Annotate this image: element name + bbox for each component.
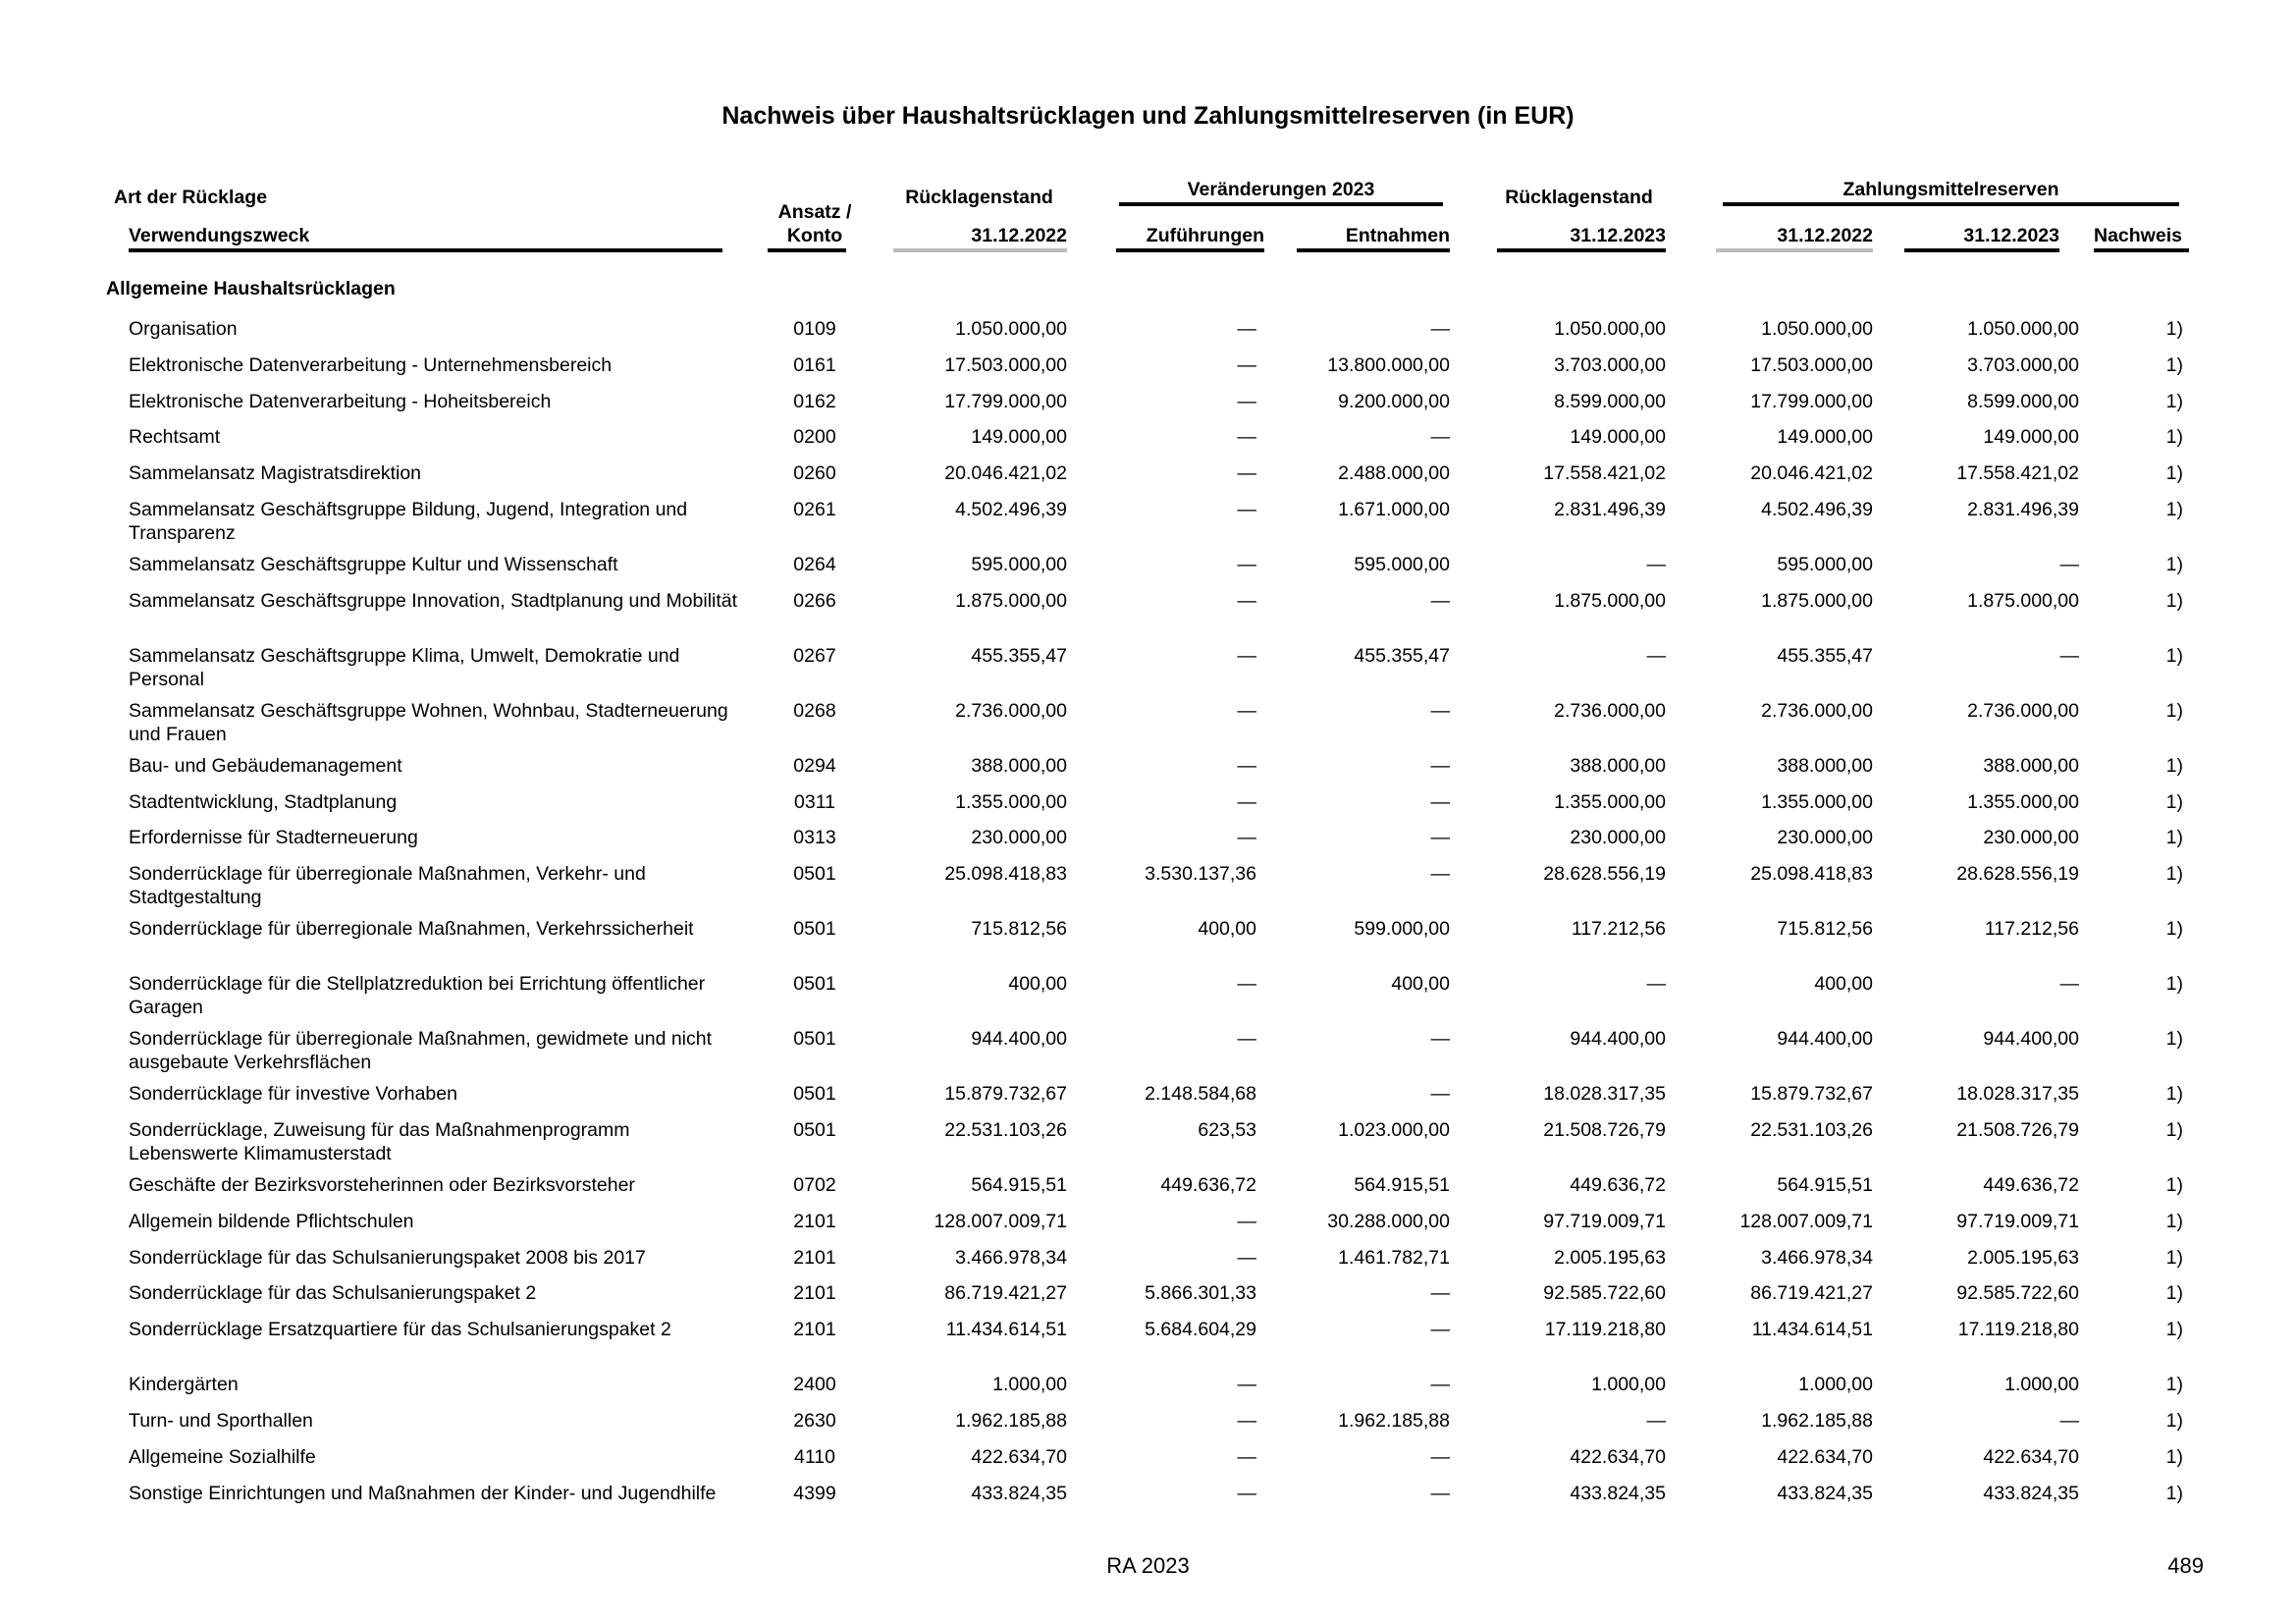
row-konto: 0161 <box>793 353 836 376</box>
row-zufuehrungen: — <box>1237 390 1256 412</box>
row-zahlungsmittel-2022: 11.434.614,51 <box>1751 1319 1873 1341</box>
row-entnahmen: 30.288.000,00 <box>1327 1210 1450 1232</box>
footer-doc: RA 2023 <box>1106 1553 1190 1578</box>
row-zahlungsmittel-2023: — <box>2059 973 2079 996</box>
row-konto: 4399 <box>793 1482 836 1504</box>
row-zufuehrungen: — <box>1237 318 1256 340</box>
row-zufuehrungen: — <box>1237 699 1256 722</box>
row-ruecklagenstand-2022: 86.719.421,27 <box>944 1282 1067 1305</box>
row-ruecklagenstand-2022: 230.000,00 <box>971 827 1067 849</box>
row-ruecklagenstand-2022: 1.875.000,00 <box>955 589 1067 612</box>
row-zahlungsmittel-2022: 1.000,00 <box>1798 1374 1873 1396</box>
row-zahlungsmittel-2022: 715.812,56 <box>1777 918 1873 941</box>
header-veraenderungen: Veränderungen 2023 <box>1187 179 1375 200</box>
row-nachweis: 1) <box>2165 754 2183 777</box>
header-nachweis: Nachweis <box>2094 225 2182 246</box>
header-ruecklagenstand-2022: Rücklagenstand <box>905 187 1053 208</box>
row-ruecklagenstand-2022: 2.736.000,00 <box>955 699 1067 722</box>
row-verwendungszweck: Geschäfte der Bezirksvorsteherinnen oder Bezirksvorsteher <box>129 1174 635 1196</box>
row-ruecklagenstand-2023: — <box>1646 1410 1666 1432</box>
row-nachweis: 1) <box>2165 699 2183 722</box>
row-verwendungszweck: Elektronische Datenverarbeitung - Hoheitsbereich <box>129 390 552 412</box>
row-zufuehrungen: — <box>1237 589 1256 612</box>
row-konto: 0702 <box>793 1174 836 1196</box>
row-zufuehrungen: 3.530.137,36 <box>1145 863 1256 886</box>
row-ruecklagenstand-2023: 1.875.000,00 <box>1554 589 1666 612</box>
row-nachweis: 1) <box>2165 973 2183 996</box>
row-zahlungsmittel-2022: 455.355,47 <box>1777 644 1873 667</box>
row-zahlungsmittel-2022: 433.824,35 <box>1777 1482 1873 1504</box>
row-entnahmen: 13.800.000,00 <box>1327 353 1450 376</box>
row-konto: 2101 <box>793 1319 836 1341</box>
row-nachweis: 1) <box>2165 1083 2183 1106</box>
row-zufuehrungen: 623,53 <box>1198 1119 1256 1141</box>
row-zahlungsmittel-2022: 1.050.000,00 <box>1761 318 1873 340</box>
row-zufuehrungen: — <box>1237 1028 1256 1051</box>
row-zahlungsmittel-2022: 2.736.000,00 <box>1761 699 1873 722</box>
row-zahlungsmittel-2022: 422.634,70 <box>1777 1445 1873 1468</box>
row-zufuehrungen: — <box>1237 554 1256 575</box>
row-nachweis: 1) <box>2165 790 2183 813</box>
row-verwendungszweck: Sammelansatz Geschäftsgruppe Wohnen, Wohnbau, Stadterneuerung und Frauen <box>129 699 728 745</box>
row-zufuehrungen: — <box>1237 790 1256 813</box>
row-nachweis: 1) <box>2165 1028 2183 1051</box>
row-entnahmen: 1.962.185,88 <box>1338 1410 1450 1432</box>
section-heading: Allgemeine Haushaltsrücklagen <box>106 278 396 299</box>
row-ruecklagenstand-2022: 422.634,70 <box>971 1445 1067 1468</box>
row-verwendungszweck: Rechtsamt <box>129 426 221 449</box>
row-ruecklagenstand-2022: 715.812,56 <box>971 918 1067 941</box>
row-ruecklagenstand-2023: — <box>1646 973 1666 996</box>
row-zahlungsmittel-2023: 2.736.000,00 <box>1967 699 2079 722</box>
row-zahlungsmittel-2023: 1.875.000,00 <box>1967 589 2079 612</box>
row-zahlungsmittel-2022: 25.098.418,83 <box>1750 863 1873 886</box>
row-ruecklagenstand-2022: 1.962.185,88 <box>955 1410 1067 1432</box>
row-nachweis: 1) <box>2165 1210 2183 1232</box>
row-zahlungsmittel-2022: 4.502.496,39 <box>1761 499 1873 520</box>
row-zufuehrungen: 5.866.301,33 <box>1145 1282 1256 1305</box>
row-nachweis: 1) <box>2165 1482 2183 1504</box>
row-zufuehrungen: — <box>1237 1482 1256 1504</box>
row-ruecklagenstand-2023: 2.831.496,39 <box>1554 499 1666 520</box>
header-date-2022: 31.12.2022 <box>971 225 1067 246</box>
row-ruecklagenstand-2022: 11.434.614,51 <box>945 1319 1067 1341</box>
row-ruecklagenstand-2023: 28.628.556,19 <box>1543 863 1666 886</box>
row-zufuehrungen: — <box>1237 754 1256 777</box>
row-verwendungszweck: Sonderrücklage für investive Vorhaben <box>129 1083 457 1106</box>
row-verwendungszweck: Bau- und Gebäudemanagement <box>129 754 402 777</box>
row-nachweis: 1) <box>2165 1119 2183 1141</box>
row-zufuehrungen: 2.148.584,68 <box>1145 1083 1256 1106</box>
row-zahlungsmittel-2023: — <box>2059 554 2079 575</box>
row-ruecklagenstand-2022: 1.000,00 <box>992 1374 1067 1396</box>
header-rule-konto <box>768 248 846 252</box>
row-verwendungszweck: Sonderrücklage für das Schulsanierungspaket 2 <box>129 1282 537 1305</box>
row-entnahmen: 1.461.782,71 <box>1338 1246 1450 1269</box>
row-nachweis: 1) <box>2165 589 2183 612</box>
row-konto: 2101 <box>793 1210 836 1232</box>
row-ruecklagenstand-2022: 388.000,00 <box>971 754 1067 777</box>
row-zufuehrungen: 400,00 <box>1198 918 1256 941</box>
row-ruecklagenstand-2023: 449.636,72 <box>1570 1174 1666 1196</box>
row-ruecklagenstand-2023: 422.634,70 <box>1570 1445 1666 1468</box>
row-verwendungszweck: Turn- und Sporthallen <box>129 1410 313 1432</box>
row-zahlungsmittel-2023: 21.508.726,79 <box>1956 1119 2079 1141</box>
row-zahlungsmittel-2022: 1.962.185,88 <box>1761 1410 1873 1432</box>
header-rule-veraenderungen <box>1119 202 1443 206</box>
row-entnahmen: — <box>1430 790 1450 813</box>
row-zahlungsmittel-2023: — <box>2059 644 2079 667</box>
header-ruecklagenstand-2023: Rücklagenstand <box>1505 187 1653 208</box>
row-zufuehrungen: — <box>1237 827 1256 849</box>
row-entnahmen: 2.488.000,00 <box>1338 462 1450 485</box>
header-konto: Konto <box>786 225 843 246</box>
row-ruecklagenstand-2023: 2.005.195,63 <box>1554 1246 1666 1269</box>
row-entnahmen: — <box>1430 1445 1450 1468</box>
row-konto: 0109 <box>793 318 836 340</box>
row-zahlungsmittel-2023: 230.000,00 <box>1983 827 2079 849</box>
row-entnahmen: — <box>1430 589 1450 612</box>
row-zufuehrungen: 449.636,72 <box>1160 1174 1256 1196</box>
row-entnahmen: — <box>1430 426 1450 449</box>
row-ruecklagenstand-2022: 25.098.418,83 <box>944 863 1067 886</box>
row-entnahmen: — <box>1430 318 1450 340</box>
row-zahlungsmittel-2022: 17.503.000,00 <box>1750 353 1873 376</box>
row-entnahmen: — <box>1430 1083 1450 1106</box>
row-entnahmen: — <box>1430 1282 1450 1305</box>
row-verwendungszweck: Sonderrücklage für überregionale Maßnahmen, Verkehr- und Stadtgestaltung <box>129 863 646 909</box>
row-entnahmen: — <box>1430 1319 1450 1341</box>
header-rule-entnahmen <box>1297 248 1450 252</box>
row-ruecklagenstand-2023: 97.719.009,71 <box>1543 1210 1666 1232</box>
header-zm-2022: 31.12.2022 <box>1777 225 1873 246</box>
row-zahlungsmittel-2023: 28.628.556,19 <box>1956 863 2079 886</box>
row-zahlungsmittel-2023: 117.212,56 <box>1984 918 2079 941</box>
row-konto: 0501 <box>793 863 836 886</box>
row-ruecklagenstand-2022: 400,00 <box>1008 973 1067 996</box>
row-zahlungsmittel-2022: 400,00 <box>1814 973 1873 996</box>
row-ruecklagenstand-2023: 944.400,00 <box>1570 1028 1666 1051</box>
row-konto: 2101 <box>793 1246 836 1269</box>
row-zahlungsmittel-2022: 1.355.000,00 <box>1761 790 1873 813</box>
row-zahlungsmittel-2022: 22.531.103,26 <box>1750 1119 1873 1141</box>
row-verwendungszweck: Sonderrücklage für überregionale Maßnahmen, Verkehrssicherheit <box>129 918 694 941</box>
row-zahlungsmittel-2022: 3.466.978,34 <box>1761 1246 1873 1269</box>
row-zufuehrungen: — <box>1237 462 1256 485</box>
row-entnahmen: 1.023.000,00 <box>1338 1119 1450 1141</box>
row-zahlungsmittel-2022: 564.915,51 <box>1777 1174 1873 1196</box>
row-konto: 2400 <box>793 1374 836 1396</box>
row-zahlungsmittel-2022: 17.799.000,00 <box>1750 390 1873 412</box>
row-entnahmen: 1.671.000,00 <box>1338 499 1450 520</box>
header-rule-zufuehrungen <box>1116 248 1264 252</box>
row-ruecklagenstand-2022: 17.503.000,00 <box>944 353 1067 376</box>
row-konto: 2630 <box>793 1410 836 1432</box>
row-nachweis: 1) <box>2165 1445 2183 1468</box>
row-verwendungszweck: Sonderrücklage für die Stellplatzreduktion bei Errichtung öffentlicher Garagen <box>129 973 706 1019</box>
row-konto: 0311 <box>794 790 835 813</box>
row-nachweis: 1) <box>2165 827 2183 849</box>
row-nachweis: 1) <box>2165 390 2183 412</box>
row-verwendungszweck: Elektronische Datenverarbeitung - Unternehmensbereich <box>129 353 613 376</box>
row-konto: 0501 <box>793 918 836 941</box>
row-zahlungsmittel-2023: 1.355.000,00 <box>1967 790 2079 813</box>
row-verwendungszweck: Allgemein bildende Pflichtschulen <box>129 1210 414 1232</box>
row-entnahmen: 595.000,00 <box>1354 554 1450 575</box>
row-zufuehrungen: 5.684.604,29 <box>1145 1319 1256 1341</box>
row-zahlungsmittel-2023: 1.050.000,00 <box>1967 318 2079 340</box>
header-rule-r23 <box>1497 248 1666 252</box>
row-zahlungsmittel-2023: 422.634,70 <box>1983 1445 2079 1468</box>
row-entnahmen: — <box>1430 1028 1450 1051</box>
row-nachweis: 1) <box>2165 918 2183 941</box>
row-ruecklagenstand-2022: 15.879.732,67 <box>944 1083 1067 1106</box>
row-verwendungszweck: Sammelansatz Geschäftsgruppe Kultur und Wissenschaft <box>129 554 618 575</box>
row-zufuehrungen: — <box>1237 426 1256 449</box>
row-zahlungsmittel-2022: 86.719.421,27 <box>1750 1282 1873 1305</box>
row-konto: 4110 <box>794 1445 835 1468</box>
header-date-2023: 31.12.2023 <box>1570 225 1666 246</box>
row-ruecklagenstand-2023: 17.558.421,02 <box>1543 462 1666 485</box>
row-verwendungszweck: Allgemeine Sozialhilfe <box>129 1445 316 1468</box>
row-nachweis: 1) <box>2165 1410 2183 1432</box>
row-verwendungszweck: Sammelansatz Magistratsdirektion <box>129 462 422 485</box>
row-verwendungszweck: Sonderrücklage Ersatzquartiere für das Schulsanierungspaket 2 <box>129 1319 671 1341</box>
row-ruecklagenstand-2023: — <box>1646 644 1666 667</box>
row-konto: 0162 <box>793 390 836 412</box>
row-verwendungszweck: Sonderrücklage für überregionale Maßnahmen, gewidmete und nicht ausgebaute Verkehrsflächen <box>129 1028 713 1074</box>
row-zufuehrungen: — <box>1237 1246 1256 1269</box>
row-zahlungsmittel-2023: 2.831.496,39 <box>1967 499 2079 520</box>
row-ruecklagenstand-2022: 149.000,00 <box>971 426 1067 449</box>
row-verwendungszweck: Sammelansatz Geschäftsgruppe Bildung, Jugend, Integration und Transparenz <box>129 499 688 544</box>
row-zahlungsmittel-2023: 149.000,00 <box>1983 426 2079 449</box>
row-zahlungsmittel-2022: 1.875.000,00 <box>1761 589 1873 612</box>
header-art: Art der Rücklage <box>114 187 268 208</box>
row-zahlungsmittel-2023: 388.000,00 <box>1983 754 2079 777</box>
row-zahlungsmittel-2022: 230.000,00 <box>1777 827 1873 849</box>
row-konto: 0261 <box>793 499 836 520</box>
row-entnahmen: — <box>1430 863 1450 886</box>
row-ruecklagenstand-2023: 21.508.726,79 <box>1543 1119 1666 1141</box>
header-ansatz: Ansatz / <box>777 201 852 223</box>
row-ruecklagenstand-2023: 117.212,56 <box>1571 918 1666 941</box>
row-nachweis: 1) <box>2165 1246 2183 1269</box>
row-nachweis: 1) <box>2165 318 2183 340</box>
row-konto: 0266 <box>793 589 836 612</box>
row-nachweis: 1) <box>2165 1282 2183 1305</box>
row-ruecklagenstand-2023: 8.599.000,00 <box>1554 390 1666 412</box>
row-zahlungsmittel-2023: 92.585.722,60 <box>1956 1282 2079 1305</box>
row-entnahmen: — <box>1430 699 1450 722</box>
row-nachweis: 1) <box>2165 644 2183 667</box>
row-nachweis: 1) <box>2165 426 2183 449</box>
row-nachweis: 1) <box>2165 1174 2183 1196</box>
header-rule-z23 <box>1904 248 2059 252</box>
row-ruecklagenstand-2023: 1.000,00 <box>1591 1374 1666 1396</box>
row-ruecklagenstand-2022: 128.007.009,71 <box>934 1210 1067 1232</box>
row-zahlungsmittel-2023: 433.824,35 <box>1983 1482 2079 1504</box>
header-zahlungsmittelreserven: Zahlungsmittelreserven <box>1842 179 2059 200</box>
row-ruecklagenstand-2022: 1.355.000,00 <box>955 790 1067 813</box>
row-zahlungsmittel-2022: 15.879.732,67 <box>1750 1083 1873 1106</box>
row-entnahmen: — <box>1430 827 1450 849</box>
header-entnahmen: Entnahmen <box>1345 225 1450 246</box>
row-zufuehrungen: — <box>1237 353 1256 376</box>
row-zahlungsmittel-2023: 449.636,72 <box>1983 1174 2079 1196</box>
row-zufuehrungen: — <box>1237 1374 1256 1396</box>
row-ruecklagenstand-2022: 4.502.496,39 <box>955 499 1067 520</box>
row-ruecklagenstand-2023: 149.000,00 <box>1570 426 1666 449</box>
row-ruecklagenstand-2022: 1.050.000,00 <box>955 318 1067 340</box>
row-zahlungsmittel-2023: 3.703.000,00 <box>1967 353 2079 376</box>
row-ruecklagenstand-2022: 3.466.978,34 <box>955 1246 1067 1269</box>
row-konto: 0501 <box>793 973 836 996</box>
header-zm-2023: 31.12.2023 <box>1963 225 2059 246</box>
row-ruecklagenstand-2023: — <box>1646 554 1666 575</box>
row-zahlungsmittel-2023: 944.400,00 <box>1983 1028 2079 1051</box>
row-konto: 0501 <box>793 1028 836 1051</box>
row-entnahmen: 400,00 <box>1391 973 1450 996</box>
row-zahlungsmittel-2023: 17.558.421,02 <box>1956 462 2079 485</box>
header-rule-zahlungsmittel <box>1723 202 2179 206</box>
row-zahlungsmittel-2023: 17.119.218,80 <box>1957 1319 2079 1341</box>
row-ruecklagenstand-2023: 2.736.000,00 <box>1554 699 1666 722</box>
row-zahlungsmittel-2023: 18.028.317,35 <box>1956 1083 2079 1106</box>
row-zahlungsmittel-2023: 97.719.009,71 <box>1956 1210 2079 1232</box>
row-zufuehrungen: — <box>1237 1445 1256 1468</box>
row-entnahmen: — <box>1430 1374 1450 1396</box>
row-zufuehrungen: — <box>1237 1410 1256 1432</box>
row-entnahmen: 9.200.000,00 <box>1338 390 1450 412</box>
row-zahlungsmittel-2022: 595.000,00 <box>1777 554 1873 575</box>
header-rule-verwendung <box>129 248 722 252</box>
row-ruecklagenstand-2023: 433.824,35 <box>1570 1482 1666 1504</box>
page-title: Nachweis über Haushaltsrücklagen und Zahlungsmittelreserven (in EUR) <box>721 102 1575 130</box>
row-entnahmen: — <box>1430 1482 1450 1504</box>
row-verwendungszweck: Organisation <box>129 318 238 340</box>
row-konto: 0268 <box>793 699 836 722</box>
row-zahlungsmittel-2022: 388.000,00 <box>1777 754 1873 777</box>
row-konto: 2101 <box>793 1282 836 1305</box>
row-verwendungszweck: Sammelansatz Geschäftsgruppe Innovation, Stadtplanung und Mobilität <box>129 589 738 612</box>
row-konto: 0260 <box>793 462 836 485</box>
row-zahlungsmittel-2023: — <box>2059 1410 2079 1432</box>
row-ruecklagenstand-2022: 20.046.421,02 <box>944 462 1067 485</box>
row-konto: 0264 <box>793 554 836 575</box>
row-zahlungsmittel-2022: 128.007.009,71 <box>1739 1210 1873 1232</box>
row-zufuehrungen: — <box>1237 1210 1256 1232</box>
row-ruecklagenstand-2022: 944.400,00 <box>971 1028 1067 1051</box>
header-rule-r22 <box>893 248 1067 252</box>
row-nachweis: 1) <box>2165 1319 2183 1341</box>
row-konto: 0501 <box>793 1083 836 1106</box>
row-konto: 0294 <box>793 754 836 777</box>
row-ruecklagenstand-2023: 1.050.000,00 <box>1554 318 1666 340</box>
row-zahlungsmittel-2022: 20.046.421,02 <box>1750 462 1873 485</box>
row-ruecklagenstand-2022: 455.355,47 <box>971 644 1067 667</box>
row-verwendungszweck: Sammelansatz Geschäftsgruppe Klima, Umwelt, Demokratie und Personal <box>129 644 680 690</box>
row-zahlungsmittel-2023: 2.005.195,63 <box>1967 1246 2079 1269</box>
row-entnahmen: — <box>1430 754 1450 777</box>
row-nachweis: 1) <box>2165 554 2183 575</box>
row-nachweis: 1) <box>2165 863 2183 886</box>
header-rule-nachweis <box>2094 248 2189 252</box>
row-zufuehrungen: — <box>1237 499 1256 520</box>
row-ruecklagenstand-2023: 388.000,00 <box>1570 754 1666 777</box>
row-konto: 0313 <box>793 827 836 849</box>
row-nachweis: 1) <box>2165 499 2183 520</box>
row-verwendungszweck: Sonstige Einrichtungen und Maßnahmen der Kinder- und Jugendhilfe <box>129 1482 717 1504</box>
row-zufuehrungen: — <box>1237 644 1256 667</box>
row-ruecklagenstand-2023: 3.703.000,00 <box>1554 353 1666 376</box>
row-zahlungsmittel-2023: 1.000,00 <box>2004 1374 2079 1396</box>
row-ruecklagenstand-2023: 1.355.000,00 <box>1554 790 1666 813</box>
row-nachweis: 1) <box>2165 462 2183 485</box>
row-verwendungszweck: Sonderrücklage für das Schulsanierungspaket 2008 bis 2017 <box>129 1246 646 1269</box>
row-verwendungszweck: Erfordernisse für Stadterneuerung <box>129 827 418 849</box>
row-entnahmen: 599.000,00 <box>1354 918 1450 941</box>
row-ruecklagenstand-2023: 92.585.722,60 <box>1543 1282 1666 1305</box>
header-verwendung: Verwendungszweck <box>129 225 310 246</box>
row-ruecklagenstand-2023: 17.119.218,80 <box>1544 1319 1666 1341</box>
row-entnahmen: 455.355,47 <box>1354 644 1450 667</box>
row-ruecklagenstand-2023: 18.028.317,35 <box>1543 1083 1666 1106</box>
row-nachweis: 1) <box>2165 1374 2183 1396</box>
footer-page-number: 489 <box>2167 1553 2204 1578</box>
row-ruecklagenstand-2023: 230.000,00 <box>1570 827 1666 849</box>
row-ruecklagenstand-2022: 17.799.000,00 <box>944 390 1067 412</box>
header-rule-z22 <box>1716 248 1873 252</box>
row-konto: 0501 <box>793 1119 836 1141</box>
row-ruecklagenstand-2022: 22.531.103,26 <box>944 1119 1067 1141</box>
row-ruecklagenstand-2022: 564.915,51 <box>971 1174 1067 1196</box>
row-zufuehrungen: — <box>1237 973 1256 996</box>
row-entnahmen: 564.915,51 <box>1354 1174 1450 1196</box>
row-konto: 0267 <box>793 644 836 667</box>
row-konto: 0200 <box>793 426 836 449</box>
row-zahlungsmittel-2023: 8.599.000,00 <box>1967 390 2079 412</box>
row-ruecklagenstand-2022: 595.000,00 <box>971 554 1067 575</box>
row-zahlungsmittel-2022: 944.400,00 <box>1777 1028 1873 1051</box>
row-ruecklagenstand-2022: 433.824,35 <box>971 1482 1067 1504</box>
row-nachweis: 1) <box>2165 353 2183 376</box>
row-verwendungszweck: Stadtentwicklung, Stadtplanung <box>129 790 398 813</box>
row-verwendungszweck: Kindergärten <box>129 1374 239 1396</box>
header-zufuehrungen: Zuführungen <box>1146 225 1264 246</box>
row-verwendungszweck: Sonderrücklage, Zuweisung für das Maßnahmenprogramm Lebenswerte Klimamusterstadt <box>129 1119 630 1164</box>
row-zahlungsmittel-2022: 149.000,00 <box>1777 426 1873 449</box>
